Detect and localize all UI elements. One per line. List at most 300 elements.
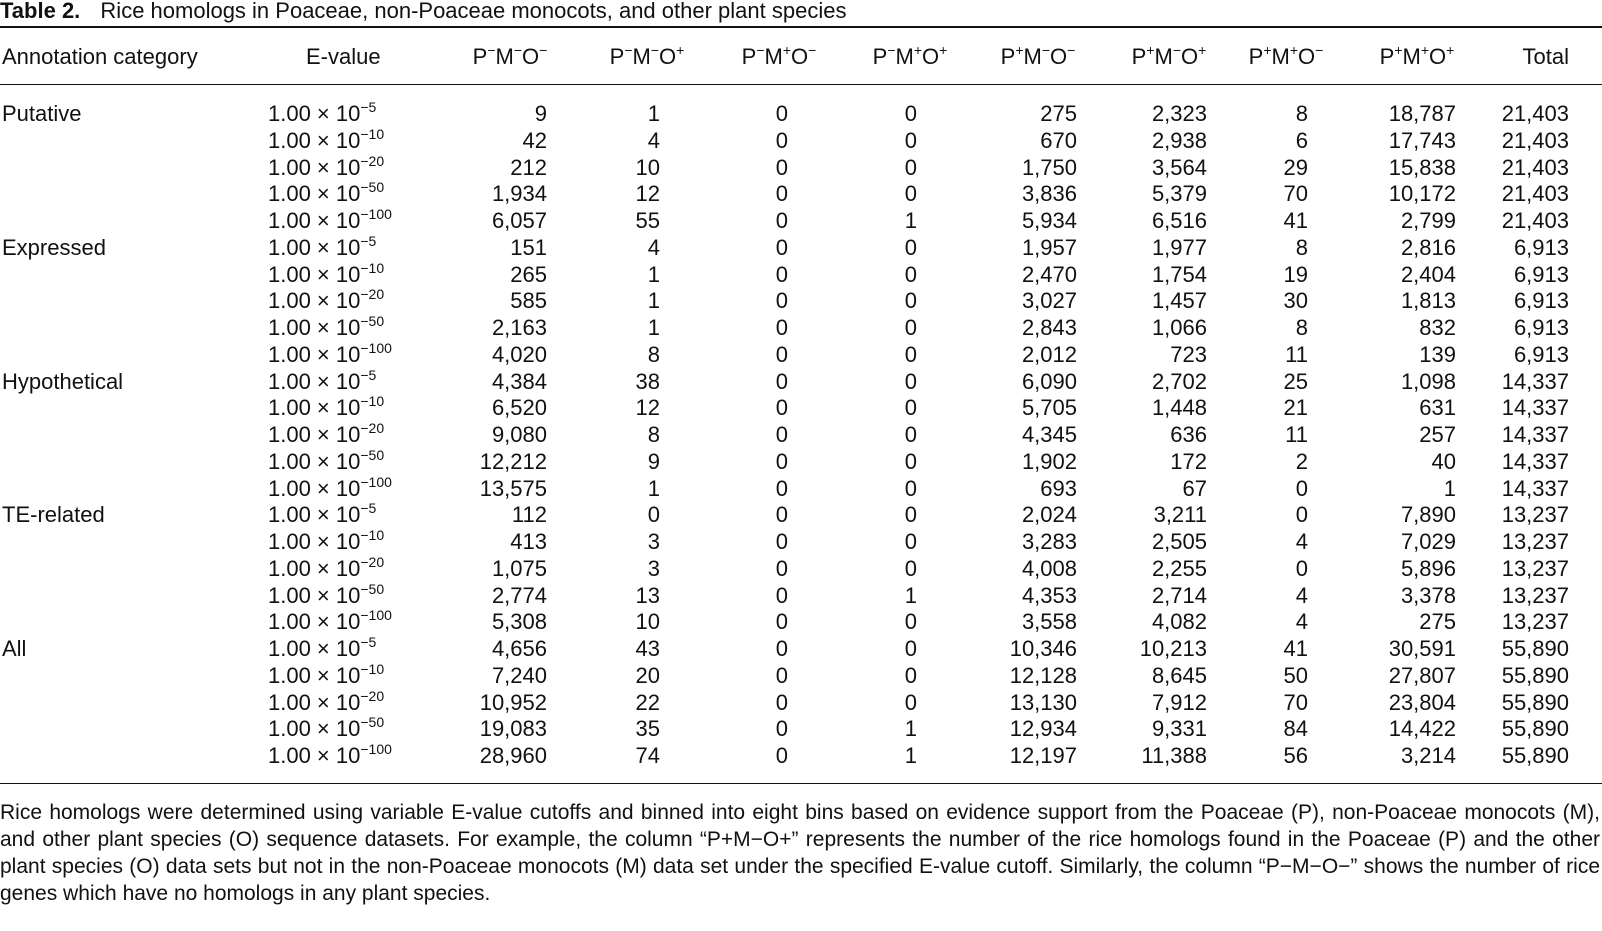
bin-8-cell: 7,890 xyxy=(1400,502,1456,528)
bin-1-cell: 4,656 xyxy=(491,636,547,661)
bin-3-cell: 0 xyxy=(775,341,788,367)
bin-5-cell: 3,283 xyxy=(1021,529,1077,554)
evalue-cell xyxy=(268,501,376,528)
header-sign: − xyxy=(487,42,496,58)
header-letter: P xyxy=(872,44,888,69)
bin-7-cell: 4 xyxy=(1295,582,1308,608)
evalue-exponent: −50 xyxy=(360,446,385,463)
bin-3-cell: 0 xyxy=(775,368,788,394)
table-row xyxy=(0,421,1602,448)
bin-8-cell: 832 xyxy=(1419,315,1456,340)
bin-3-cell: 0 xyxy=(775,288,788,314)
bin-4-cell: 0 xyxy=(904,154,917,180)
evalue-exponent: −10 xyxy=(360,660,385,677)
evalue-mantissa: 1.00 × 10 xyxy=(268,341,361,367)
header-sign: + xyxy=(1015,42,1024,58)
bin-6-cell: 2,714 xyxy=(1151,582,1207,608)
annotation-category-cell: Expressed xyxy=(2,234,106,260)
bin-1-cell: 7,240 xyxy=(491,662,547,688)
bin-4-cell: 0 xyxy=(904,502,917,528)
header-letter: P xyxy=(1379,44,1395,69)
bin-3-cell: 0 xyxy=(775,181,788,207)
bin-6-cell: 3,564 xyxy=(1151,154,1207,180)
bin-8-cell: 3,214 xyxy=(1400,743,1456,768)
total-cell: 13,237 xyxy=(1501,582,1569,608)
header-letter: M xyxy=(1023,44,1042,69)
header-sign: − xyxy=(650,42,660,58)
total-cell: 6,913 xyxy=(1513,341,1569,367)
total-cell: 21,403 xyxy=(1501,208,1569,233)
header-sign: + xyxy=(1420,42,1430,58)
bin-2-cell: 3 xyxy=(647,555,660,581)
evalue-exponent: −10 xyxy=(360,393,385,410)
bin-2-cell: 1 xyxy=(647,261,660,287)
table-row xyxy=(0,314,1602,341)
annotation-category-cell: Hypothetical xyxy=(2,368,124,394)
bin-6-cell: 4,082 xyxy=(1151,609,1207,635)
bin-6-cell: 2,938 xyxy=(1151,127,1207,153)
evalue-cell xyxy=(268,608,392,635)
evalue-mantissa: 1.00 × 10 xyxy=(268,636,361,661)
bin-3-cell: 0 xyxy=(775,609,788,635)
bin-3-cell: 0 xyxy=(775,127,788,153)
header-letter: P xyxy=(741,44,757,69)
bin-5-cell: 4,353 xyxy=(1021,582,1077,608)
total-cell: 14,337 xyxy=(1501,422,1569,447)
total-cell: 14,337 xyxy=(1501,395,1569,421)
total-cell: 55,890 xyxy=(1501,716,1569,742)
total-cell: 6,913 xyxy=(1513,288,1569,314)
total-cell: 6,913 xyxy=(1513,315,1569,340)
header-letter: M xyxy=(632,44,651,69)
bin-8-cell: 275 xyxy=(1419,609,1456,635)
bin-7-cell: 4 xyxy=(1295,529,1308,554)
table-label: Table 2. xyxy=(0,0,81,23)
header-evalue: E-value xyxy=(306,44,381,69)
bin-2-cell: 8 xyxy=(647,422,660,447)
table-row xyxy=(0,394,1602,421)
evalue-cell xyxy=(268,180,384,207)
bin-4-cell: 0 xyxy=(904,529,917,554)
bin-3-cell: 0 xyxy=(775,716,788,742)
header-letter: P xyxy=(472,44,488,69)
evalue-mantissa: 1.00 × 10 xyxy=(268,234,361,260)
table-row xyxy=(0,261,1602,288)
bin-5-cell: 13,130 xyxy=(1009,689,1077,715)
bin-5-cell: 12,934 xyxy=(1009,716,1077,742)
header-letter: P xyxy=(1000,44,1016,69)
bin-3-cell: 0 xyxy=(775,662,788,688)
header-letter: P xyxy=(609,44,625,69)
evalue-mantissa: 1.00 × 10 xyxy=(268,395,361,421)
header-sign: + xyxy=(782,42,792,58)
bin-8-cell: 1,813 xyxy=(1400,288,1456,314)
evalue-exponent: −100 xyxy=(360,607,392,624)
bin-5-cell: 5,934 xyxy=(1021,208,1077,233)
bin-6-cell: 7,912 xyxy=(1151,689,1207,715)
header-sign: + xyxy=(913,42,923,58)
evalue-cell xyxy=(268,287,384,314)
table-row xyxy=(0,207,1602,234)
evalue-mantissa: 1.00 × 10 xyxy=(268,716,361,742)
bin-5-cell: 10,346 xyxy=(1009,636,1077,661)
bin-5-cell: 4,008 xyxy=(1021,555,1077,581)
header-bin-8 xyxy=(1362,43,1472,71)
bin-5-cell: 2,012 xyxy=(1021,341,1077,367)
bin-8-cell: 1,098 xyxy=(1400,368,1456,394)
bin-3-cell: 0 xyxy=(775,502,788,528)
bin-2-cell: 43 xyxy=(635,636,660,661)
header-total: Total xyxy=(1522,44,1569,69)
bin-8-cell: 17,743 xyxy=(1388,127,1456,153)
bin-4-cell: 1 xyxy=(904,582,917,608)
bin-7-cell: 8 xyxy=(1295,315,1308,340)
table-row xyxy=(0,662,1602,689)
header-sign: + xyxy=(676,42,685,58)
table-row xyxy=(0,715,1602,742)
bin-6-cell: 8,645 xyxy=(1151,662,1207,688)
total-cell: 55,890 xyxy=(1501,689,1569,715)
bin-7-cell: 2 xyxy=(1295,448,1308,474)
bin-1-cell: 6,520 xyxy=(491,395,547,421)
bin-5-cell: 275 xyxy=(1040,101,1077,126)
annotation-category-cell: All xyxy=(2,636,27,661)
header-letter: M xyxy=(1154,44,1173,69)
total-cell: 13,237 xyxy=(1501,609,1569,635)
bin-7-cell: 70 xyxy=(1283,689,1308,715)
bin-3-cell: 0 xyxy=(775,154,788,180)
table-row xyxy=(0,341,1602,368)
bin-2-cell: 22 xyxy=(635,689,660,715)
header-sign: − xyxy=(808,42,817,58)
bin-4-cell: 0 xyxy=(904,261,917,287)
bin-7-cell: 19 xyxy=(1283,261,1308,287)
evalue-cell xyxy=(268,475,392,502)
table-row xyxy=(0,100,1602,127)
table-row xyxy=(0,689,1602,716)
bin-1-cell: 585 xyxy=(510,288,547,314)
bin-5-cell: 4,345 xyxy=(1021,422,1077,447)
total-cell: 21,403 xyxy=(1501,181,1569,207)
evalue-cell xyxy=(268,555,384,582)
evalue-exponent: −100 xyxy=(360,741,392,757)
bin-8-cell: 2,404 xyxy=(1400,261,1456,287)
bin-4-cell: 0 xyxy=(904,315,917,340)
bin-1-cell: 265 xyxy=(510,261,547,287)
evalue-exponent: −50 xyxy=(360,714,385,731)
header-sign: − xyxy=(1172,42,1182,58)
header-letter: M xyxy=(495,44,514,69)
evalue-mantissa: 1.00 × 10 xyxy=(268,448,361,474)
bin-1-cell: 2,163 xyxy=(491,315,547,340)
evalue-mantissa: 1.00 × 10 xyxy=(268,529,361,554)
evalue-mantissa: 1.00 × 10 xyxy=(268,261,361,287)
bin-7-cell: 29 xyxy=(1283,154,1308,180)
bin-8-cell: 1 xyxy=(1443,475,1456,501)
evalue-mantissa: 1.00 × 10 xyxy=(268,662,361,688)
top-rule xyxy=(0,26,1602,28)
total-cell: 55,890 xyxy=(1501,743,1569,768)
bin-4-cell: 0 xyxy=(904,341,917,367)
bin-2-cell: 38 xyxy=(635,368,660,394)
bin-4-cell: 0 xyxy=(904,636,917,661)
evalue-exponent: −10 xyxy=(360,527,385,543)
bin-6-cell: 2,702 xyxy=(1151,368,1207,394)
bin-6-cell: 6,516 xyxy=(1151,208,1207,233)
total-cell: 21,403 xyxy=(1501,101,1569,126)
bin-2-cell: 8 xyxy=(647,341,660,367)
bin-3-cell: 0 xyxy=(775,234,788,260)
evalue-mantissa: 1.00 × 10 xyxy=(268,208,361,233)
evalue-mantissa: 1.00 × 10 xyxy=(268,315,361,340)
bin-8-cell: 3,378 xyxy=(1400,582,1456,608)
evalue-exponent: −100 xyxy=(360,339,392,356)
bin-4-cell: 0 xyxy=(904,234,917,260)
bin-8-cell: 30,591 xyxy=(1388,636,1456,661)
bin-1-cell: 212 xyxy=(510,154,547,180)
evalue-exponent: −5 xyxy=(360,99,377,115)
bin-1-cell: 151 xyxy=(510,234,547,260)
table-title: Rice homologs in Poaceae, non-Poaceae monocots, and other plant species xyxy=(100,0,847,23)
table-row xyxy=(0,475,1602,502)
evalue-mantissa: 1.00 × 10 xyxy=(268,582,361,608)
bin-1-cell: 9,080 xyxy=(491,422,547,447)
bin-2-cell: 0 xyxy=(647,502,660,528)
header-letter: O xyxy=(659,44,677,69)
evalue-exponent: −50 xyxy=(360,179,385,196)
bin-2-cell: 13 xyxy=(635,582,660,608)
bin-1-cell: 6,057 xyxy=(491,208,547,233)
table-row xyxy=(0,448,1602,475)
table-caption xyxy=(0,0,1602,24)
header-sign: + xyxy=(1146,42,1155,58)
bin-2-cell: 20 xyxy=(635,662,660,688)
evalue-exponent: −10 xyxy=(360,125,385,142)
bin-4-cell: 0 xyxy=(904,395,917,421)
bin-7-cell: 50 xyxy=(1283,662,1308,688)
bin-8-cell: 2,816 xyxy=(1400,234,1456,260)
evalue-exponent: −20 xyxy=(360,152,385,169)
evalue-cell xyxy=(268,662,384,689)
evalue-cell xyxy=(268,207,392,234)
evalue-cell xyxy=(268,394,384,421)
evalue-exponent: −50 xyxy=(360,580,385,597)
table-row xyxy=(0,608,1602,635)
evalue-cell xyxy=(268,421,384,448)
bin-6-cell: 10,213 xyxy=(1139,636,1207,661)
header-letter: P xyxy=(1131,44,1147,69)
bin-5-cell: 1,750 xyxy=(1021,154,1077,180)
header-letter: M xyxy=(895,44,914,69)
evalue-mantissa: 1.00 × 10 xyxy=(268,743,361,768)
bin-1-cell: 9 xyxy=(534,101,547,126)
table-row xyxy=(0,154,1602,181)
bin-4-cell: 0 xyxy=(904,448,917,474)
evalue-cell xyxy=(268,127,384,154)
bin-4-cell: 1 xyxy=(904,743,917,768)
header-sign: − xyxy=(1041,42,1051,58)
evalue-mantissa: 1.00 × 10 xyxy=(268,422,361,447)
table-footnote: Rice homologs were determined using variable E-value cutoffs and binned into eight bins based on evidence support from the Poaceae (P), non-Poaceae monocots (M), and other plant species (O) sequence datasets. For example, the column “P+M−O+” represents the number of the rice homologs found in the Poaceae (P) and the other plant species (O) data sets but not in the non-Poaceae monocots (M) data set under the specified E-value cutoff. Similarly, the column “P−M−O−” shows the number of rice genes which have no homologs in any plant species. xyxy=(0,801,1600,905)
total-cell: 21,403 xyxy=(1501,127,1569,153)
evalue-exponent: −10 xyxy=(360,259,385,276)
bin-8-cell: 5,896 xyxy=(1400,555,1456,581)
table-row xyxy=(0,742,1602,769)
bin-4-cell: 0 xyxy=(904,181,917,207)
table-row xyxy=(0,501,1602,528)
header-letter: M xyxy=(764,44,783,69)
evalue-exponent: −20 xyxy=(360,687,385,704)
bin-2-cell: 1 xyxy=(647,475,660,501)
bin-2-cell: 12 xyxy=(635,395,660,421)
bin-1-cell: 4,020 xyxy=(491,341,547,367)
bin-5-cell: 693 xyxy=(1040,475,1077,501)
annotation-category-cell: TE-related xyxy=(2,502,105,528)
bin-4-cell: 0 xyxy=(904,101,917,126)
bin-4-cell: 0 xyxy=(904,368,917,394)
evalue-cell xyxy=(268,234,376,261)
table-row xyxy=(0,287,1602,314)
bin-8-cell: 14,422 xyxy=(1388,716,1456,742)
bin-3-cell: 0 xyxy=(775,529,788,554)
bin-7-cell: 21 xyxy=(1283,395,1308,421)
bin-1-cell: 112 xyxy=(511,502,547,528)
bin-2-cell: 1 xyxy=(647,315,660,340)
bin-7-cell: 0 xyxy=(1295,555,1308,581)
evalue-exponent: −50 xyxy=(360,313,385,329)
bin-7-cell: 4 xyxy=(1295,609,1308,635)
bin-4-cell: 0 xyxy=(904,288,917,314)
bin-4-cell: 0 xyxy=(904,662,917,688)
bin-7-cell: 41 xyxy=(1283,208,1308,233)
evalue-mantissa: 1.00 × 10 xyxy=(268,475,361,501)
header-bin-7 xyxy=(1231,43,1341,71)
header-sign: − xyxy=(1315,42,1324,58)
bin-8-cell: 23,804 xyxy=(1388,689,1456,715)
evalue-mantissa: 1.00 × 10 xyxy=(268,154,361,180)
header-sign: + xyxy=(939,42,948,58)
evalue-cell xyxy=(268,689,384,716)
bin-1-cell: 2,774 xyxy=(491,582,547,608)
bin-6-cell: 1,977 xyxy=(1151,234,1207,260)
bin-1-cell: 413 xyxy=(510,529,547,554)
bin-2-cell: 10 xyxy=(635,609,660,635)
bin-7-cell: 6 xyxy=(1295,127,1308,153)
bin-7-cell: 0 xyxy=(1295,502,1308,528)
bin-7-cell: 41 xyxy=(1283,636,1308,661)
evalue-mantissa: 1.00 × 10 xyxy=(268,181,361,207)
bottom-rule xyxy=(0,783,1602,784)
bin-2-cell: 4 xyxy=(647,127,660,153)
table-row xyxy=(0,635,1602,662)
total-cell: 13,237 xyxy=(1501,555,1569,581)
bin-3-cell: 0 xyxy=(775,395,788,421)
bin-6-cell: 1,754 xyxy=(1151,261,1207,287)
bin-6-cell: 11,388 xyxy=(1141,743,1207,768)
header-letter: O xyxy=(522,44,540,69)
bin-8-cell: 7,029 xyxy=(1400,529,1456,554)
bin-1-cell: 5,308 xyxy=(491,609,547,635)
evalue-mantissa: 1.00 × 10 xyxy=(268,555,361,581)
total-cell: 55,890 xyxy=(1501,662,1569,688)
bin-3-cell: 0 xyxy=(775,422,788,447)
bin-6-cell: 67 xyxy=(1182,475,1207,501)
bin-1-cell: 42 xyxy=(522,127,547,153)
evalue-cell xyxy=(268,261,384,288)
header-bin-1 xyxy=(455,43,565,71)
bin-1-cell: 10,952 xyxy=(479,689,547,715)
header-bin-5 xyxy=(983,43,1093,71)
bin-5-cell: 12,197 xyxy=(1009,743,1077,768)
evalue-exponent: −5 xyxy=(360,500,377,517)
bin-3-cell: 0 xyxy=(775,448,788,474)
evalue-cell xyxy=(268,368,376,395)
header-letter: O xyxy=(1429,44,1447,69)
header-rule xyxy=(0,84,1602,85)
bin-6-cell: 5,379 xyxy=(1151,181,1207,207)
header-letter: O xyxy=(1181,44,1199,69)
bin-8-cell: 27,807 xyxy=(1388,662,1456,688)
bin-4-cell: 0 xyxy=(904,475,917,501)
bin-2-cell: 1 xyxy=(647,288,660,314)
table-row xyxy=(0,368,1602,395)
bin-2-cell: 1 xyxy=(647,101,660,126)
bin-6-cell: 1,457 xyxy=(1151,288,1207,314)
bin-5-cell: 5,705 xyxy=(1021,395,1077,421)
total-cell: 14,337 xyxy=(1501,448,1569,474)
bin-5-cell: 2,470 xyxy=(1021,261,1077,287)
evalue-cell xyxy=(268,154,384,181)
table-row xyxy=(0,528,1602,555)
bin-3-cell: 0 xyxy=(775,101,788,126)
bin-5-cell: 6,090 xyxy=(1021,368,1077,394)
bin-7-cell: 70 xyxy=(1283,181,1308,207)
header-letter: O xyxy=(922,44,940,69)
header-sign: + xyxy=(1289,42,1299,58)
bin-2-cell: 74 xyxy=(635,743,660,768)
header-letter: O xyxy=(1050,44,1068,69)
evalue-exponent: −5 xyxy=(360,366,377,383)
table-row xyxy=(0,127,1602,154)
header-sign: + xyxy=(1394,42,1403,58)
header-letter: O xyxy=(1298,44,1316,69)
bin-7-cell: 25 xyxy=(1283,368,1308,394)
header-sign: − xyxy=(887,42,896,58)
table-row xyxy=(0,234,1602,261)
bin-1-cell: 28,960 xyxy=(479,743,547,768)
bin-4-cell: 0 xyxy=(904,609,917,635)
header-sign: − xyxy=(539,42,548,58)
bin-2-cell: 9 xyxy=(647,448,660,474)
bin-7-cell: 11 xyxy=(1285,422,1308,447)
evalue-cell xyxy=(268,341,392,368)
bin-6-cell: 3,211 xyxy=(1153,502,1207,528)
evalue-cell xyxy=(268,528,384,555)
bin-6-cell: 636 xyxy=(1170,422,1207,447)
header-sign: − xyxy=(513,42,523,58)
header-bin-4 xyxy=(855,43,965,71)
bin-8-cell: 139 xyxy=(1419,341,1456,367)
bin-4-cell: 0 xyxy=(904,127,917,153)
evalue-mantissa: 1.00 × 10 xyxy=(268,609,361,635)
bin-2-cell: 35 xyxy=(635,716,660,742)
evalue-mantissa: 1.00 × 10 xyxy=(268,101,361,126)
evalue-exponent: −20 xyxy=(360,286,385,303)
header-sign: − xyxy=(756,42,765,58)
bin-3-cell: 0 xyxy=(775,689,788,715)
evalue-exponent: −100 xyxy=(360,473,392,490)
evalue-cell xyxy=(268,715,384,742)
